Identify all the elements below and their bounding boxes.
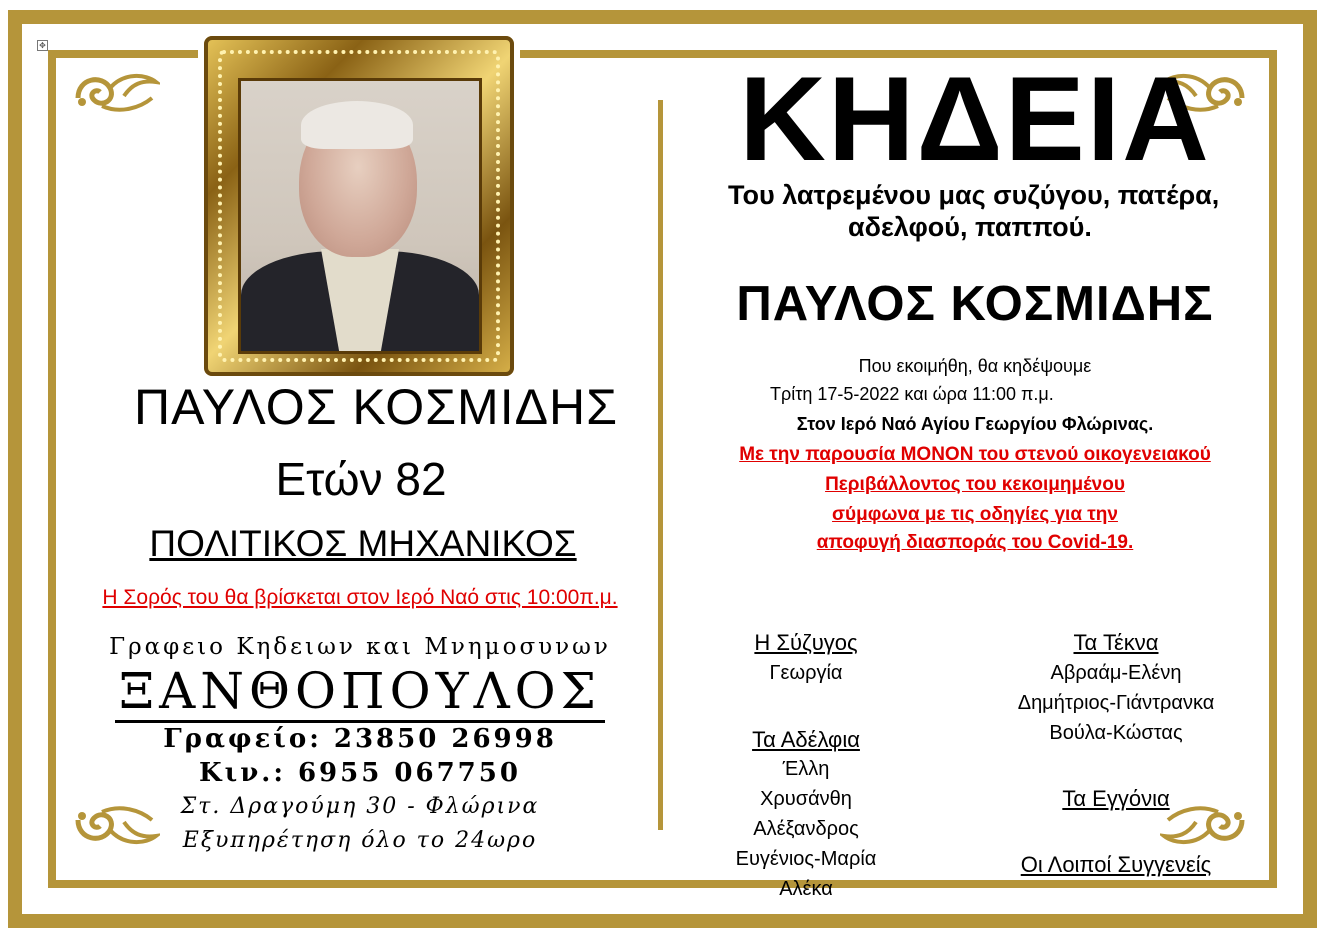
spouse-heading: Η Σύζυγος xyxy=(754,630,858,655)
sibling-5: Αλέκα xyxy=(779,878,833,900)
undertaker-mobile: Κιν.: 6955 067750 xyxy=(199,758,521,788)
funeral-info-line-1: Που εκοιμήθη, θα κηδέψουμε xyxy=(858,356,1092,376)
undertaker-address: Στ. Δραγούμη 30 - Φλώρινα xyxy=(180,794,540,819)
funeral-info-line-2: Τρίτη 17-5-2022 και ώρα 11:00 π.μ. xyxy=(770,384,1054,404)
siblings-heading: Τα Αδέλφια xyxy=(752,727,860,752)
sibling-1: Έλλη xyxy=(782,758,830,780)
dedication-line-1: Του λατρεμένου μας συζύγου, πατέρα, xyxy=(728,180,1220,210)
corner-ornament-top-left-icon xyxy=(72,68,160,118)
undertaker-brand xyxy=(50,662,670,720)
notice-title: ΚΗΔΕΙΑ xyxy=(739,52,1211,186)
column-divider xyxy=(658,100,663,830)
undertaker-brand-text: ΞΑΝΘΟΠΟΥΛΟΣ xyxy=(115,662,605,723)
portrait-photo xyxy=(238,78,482,354)
covid-notice-line-4: αποφυγή διασποράς του Covid-19. xyxy=(816,532,1134,553)
ornate-gold-frame-icon xyxy=(204,36,514,376)
deceased-name-left: ΠΑΥΛΟΣ ΚΟΣΜΙΔΗΣ xyxy=(134,379,618,435)
age-text: Ετών 82 xyxy=(275,453,447,505)
covid-notice-line-1: Με την παρουσία ΜΟΝΟΝ του στενού οικογενειακού xyxy=(739,444,1211,465)
lying-in-state-text: Η Σορός του θα βρίσκεται στον Ιερό Ναό στις 10:00π.μ. xyxy=(102,586,618,609)
relatives-heading: Οι Λοιποί Συγγενείς xyxy=(1020,852,1212,877)
occupation xyxy=(68,523,658,565)
child-2: Δημήτριος-Γιάντρανκα xyxy=(1017,692,1215,714)
undertaker-header: Γραφειο Κηδειων και Μνημοσυνων xyxy=(109,634,611,660)
grandchildren-heading: Τα Εγγόνια xyxy=(1062,786,1170,811)
sibling-3: Αλέξανδρος xyxy=(753,818,859,840)
covid-notice-line-2: Περιβάλλοντος του κεκοιμημένου xyxy=(825,474,1125,495)
child-1: Αβραάμ-Ελένη xyxy=(1050,662,1182,684)
portrait-area xyxy=(198,26,520,368)
dedication-line-2: αδελφού, παππού. xyxy=(848,212,1092,242)
covid-notice-line-3: σύμφωνα με τις οδηγίες για την xyxy=(832,504,1118,525)
occupation-text: ΠΟΛΙΤΙΚΟΣ ΜΗΧΑΝΙΚΟΣ xyxy=(149,523,577,564)
sibling-2: Χρυσάνθη xyxy=(760,788,852,810)
move-handle-icon[interactable]: ✥ xyxy=(37,40,48,51)
deceased-name-right: ΠΑΥΛΟΣ ΚΟΣΜΙΔΗΣ xyxy=(736,277,1214,331)
undertaker-service-hours: Εξυπηρέτηση όλο το 24ωρο xyxy=(182,828,538,853)
child-3: Βούλα-Κώστας xyxy=(1049,722,1183,744)
lying-in-state-notice xyxy=(40,586,680,610)
funeral-info-line-3: Στον Ιερό Ναό Αγίου Γεωργίου Φλώρινας. xyxy=(796,414,1154,434)
portrait-hair xyxy=(301,101,413,149)
children-heading: Τα Τέκνα xyxy=(1073,630,1159,655)
spouse-name: Γεωργία xyxy=(769,662,843,684)
sibling-4: Ευγένιος-Μαρία xyxy=(735,848,877,870)
undertaker-phone: Γραφείο: 23850 26998 xyxy=(163,724,557,754)
